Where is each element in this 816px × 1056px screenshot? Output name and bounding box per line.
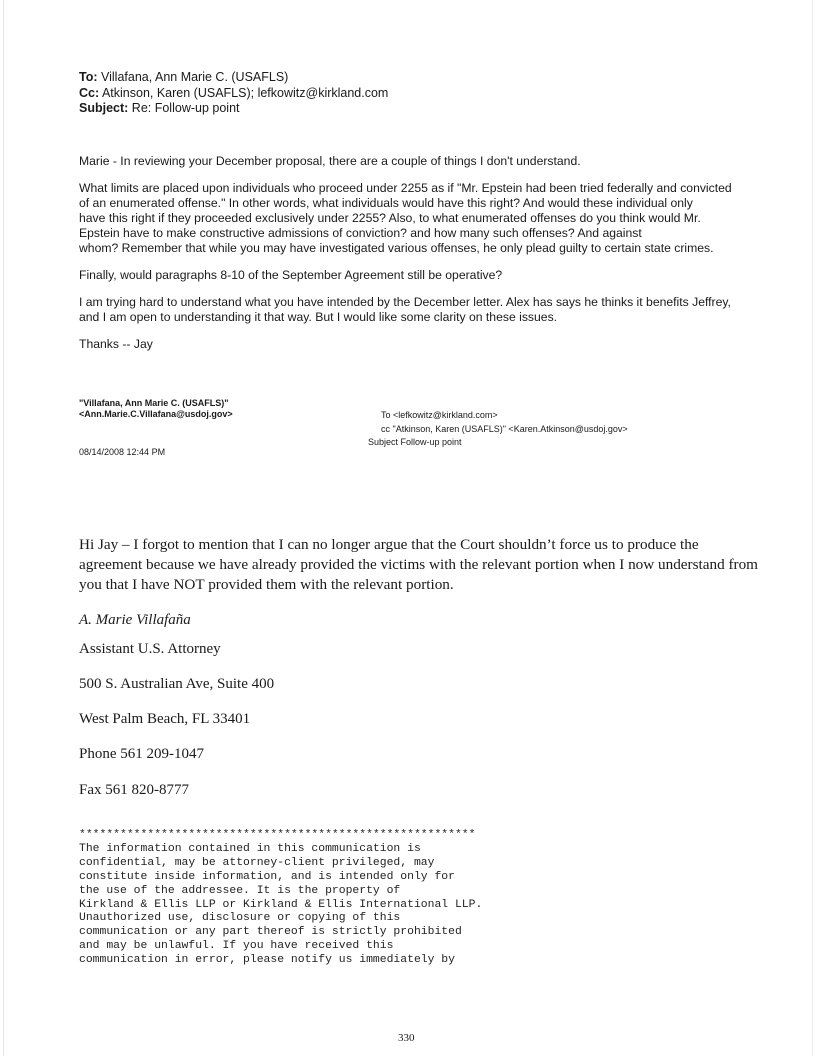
reply-body: [79, 154, 779, 364]
confidentiality-disclaimer: [79, 829, 482, 968]
reply-line: Epstein have to make constructive admissions of conviction? and how many such offenses? And against: [79, 226, 642, 240]
original-recipients: [368, 408, 628, 450]
original-body: [79, 535, 784, 615]
signature-title: Assistant U.S. Attorney: [79, 641, 221, 657]
disclaimer-line: **********************************************************: [79, 829, 476, 841]
reply-paragraph-3: Finally, would paragraphs 8-10 of the September Agreement still be operative?: [79, 268, 503, 282]
cc-value: Atkinson, Karen (USAFLS); lefkowitz@kirkland.com: [101, 85, 389, 100]
reply-line: have this right if they proceeded exclusively under 2255? Also, to what enumerated offenses do you think would Mr.: [79, 211, 701, 225]
disclaimer-line: Kirkland & Ellis LLP or Kirkland & Ellis International LLP.: [79, 898, 483, 911]
signature-address-2: West Palm Beach, FL 33401: [79, 711, 251, 727]
disclaimer-line: confidential, may be attorney-client privileged, may: [79, 856, 435, 869]
disclaimer-line: and may be unlawful. If you have received this: [79, 940, 394, 953]
original-line: Hi Jay – I forgot to mention that I can no longer argue that the Court shouldn’t force us to produce the: [79, 536, 699, 553]
reply-paragraph-4: [79, 295, 779, 325]
reply-signoff: Thanks -- Jay: [79, 337, 153, 351]
original-paragraph: [79, 535, 784, 595]
signature-phone: Phone 561 209-1047: [79, 746, 204, 762]
disclaimer-line: Unauthorized use, disclosure or copying of this: [79, 912, 401, 925]
to-row: [79, 70, 388, 86]
reply-paragraph-2: [79, 181, 779, 256]
reply-paragraph-1: Marie - In reviewing your December proposal, there are a couple of things I don't understand.: [79, 154, 581, 168]
original-line: agreement because we have already provided the victims with the relevant portion when I now understand from: [79, 556, 758, 573]
disclaimer-line: constitute inside information, and is intended only for: [79, 870, 455, 883]
disclaimer-line: The information contained in this communication is: [79, 842, 421, 855]
original-subject: Subject Follow-up point: [368, 437, 462, 447]
sender-email: <Ann.Marie.C.Villafana@usdoj.gov>: [79, 409, 233, 419]
reply-line: What limits are placed upon individuals who proceed under 2255 as if "Mr. Epstein had been tried federally and convicted: [79, 181, 732, 195]
to-label: To:: [79, 70, 98, 84]
subject-value: Re: Follow-up point: [131, 101, 240, 115]
page-number: 330: [398, 1032, 415, 1044]
signature-address-1: 500 S. Australian Ave, Suite 400: [79, 676, 275, 692]
reply-line: whom? Remember that while you may have investigated various offenses, he only plead guilty to certain state crimes.: [79, 241, 714, 255]
subject-label: Subject:: [79, 101, 129, 115]
original-date: 08/14/2008 12:44 PM: [79, 447, 166, 457]
original-sender: [79, 398, 233, 420]
scan-edge-right: [812, 0, 813, 1056]
disclaimer-line: the use of the addressee. It is the property of: [79, 884, 401, 897]
signature-fax: Fax 561 820-8777: [79, 782, 189, 798]
sender-name: "Villafana, Ann Marie C. (USAFLS)": [79, 398, 229, 408]
email-header: [79, 70, 388, 117]
cc-label: Cc:: [79, 85, 100, 100]
original-line: you that I have NOT provided them with the relevant portion.: [79, 576, 454, 593]
signature-name: A. Marie Villafaña: [79, 612, 191, 628]
reply-line: and I am open to understanding it that way. But I would like some clarity on these issues.: [79, 310, 558, 324]
original-cc: cc "Atkinson, Karen (USAFLS)" <Karen.Atkinson@usdoj.gov>: [381, 424, 628, 434]
disclaimer-line: communication in error, please notify us immediately by: [79, 954, 455, 967]
scan-edge-left: [3, 0, 4, 1056]
reply-line: I am trying hard to understand what you have intended by the December letter. Alex has says he thinks it benefits Jeffrey,: [79, 295, 731, 309]
cc-row: [79, 86, 388, 102]
to-value: Villafana, Ann Marie C. (USAFLS): [101, 70, 289, 84]
reply-line: of an enumerated offense." In other words, what individuals would have this right? And would these individual only: [79, 196, 693, 210]
subject-row: [79, 101, 388, 117]
original-to: To <lefkowitz@kirkland.com>: [381, 410, 498, 420]
disclaimer-line: communication or any part thereof is strictly prohibited: [79, 926, 462, 939]
